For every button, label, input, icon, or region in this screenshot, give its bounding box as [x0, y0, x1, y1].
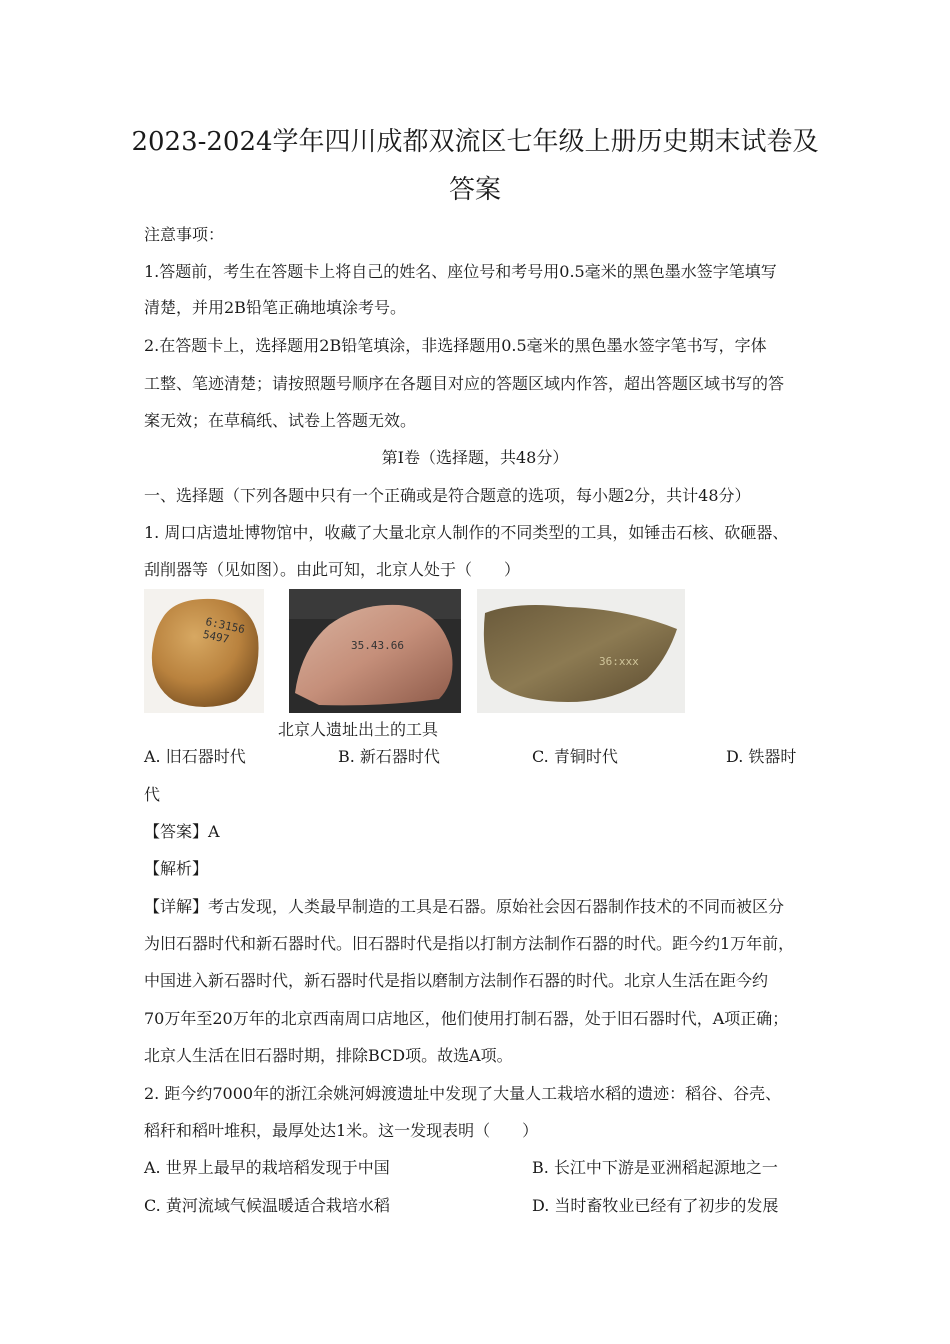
q1-detail-line: 北京人生活在旧石器时期，排除BCD项。故选A项。	[144, 1046, 513, 1065]
notice-line: 清楚，并用2B铅笔正确地填涂考号。	[144, 298, 406, 317]
q1-answer: 【答案】A	[144, 822, 220, 841]
q1-option-a: A. 旧石器时代	[144, 747, 246, 766]
q2-stem-line: 2. 距今约7000年的浙江余姚河姆渡遗址中发现了大量人工栽培水稻的遗迹：稻谷、谷壳、	[144, 1084, 782, 1103]
q1-option-d-wrap: 代	[144, 785, 161, 804]
q1-option-b: B. 新石器时代	[338, 747, 440, 766]
stone-tool-scraper-image	[477, 589, 685, 713]
q1-detail-line: 70万年至20万年的北京西南周口店地区，他们使用打制石器，处于旧石器时代，A项正确；	[144, 1009, 789, 1028]
stone-tool-hammerstone-image	[144, 589, 264, 713]
notice-line: 工整、笔迹清楚；请按照题号顺序在各题目对应的答题区域内作答，超出答题区域书写的答	[144, 374, 785, 393]
notice-line: 案无效；在草稿纸、试卷上答题无效。	[144, 411, 417, 430]
q1-option-d: D. 铁器时	[726, 747, 797, 766]
q2-stem-line: 稻秆和稻叶堆积，最厚处达1米。这一发现表明（ ）	[144, 1121, 539, 1140]
q1-detail-line: 为旧石器时代和新石器时代。旧石器时代是指以打制方法制作石器的时代。距今约1万年前，	[144, 934, 795, 953]
q2-option-c: C. 黄河流域气候温暖适合栽培水稻	[144, 1196, 390, 1215]
q1-detail-line: 中国进入新石器时代，新石器时代是指以磨制方法制作石器的时代。北京人生活在距今约	[144, 971, 769, 990]
doc-title-line1: 2023-2024学年四川成都双流区七年级上册历史期末试卷及	[131, 127, 819, 157]
stone-label: 36:xxx	[599, 655, 639, 668]
q1-analysis-label: 【解析】	[144, 859, 209, 878]
q2-option-a: A. 世界上最早的栽培稻发现于中国	[144, 1158, 390, 1177]
stone-tool-chopper-image	[289, 589, 461, 713]
doc-title-line2: 答案	[448, 175, 501, 205]
q1-option-c: C. 青铜时代	[532, 747, 618, 766]
q1-detail-line: 【详解】考古发现，人类最早制造的工具是石器。原始社会因石器制作技术的不同而被区分	[144, 897, 785, 916]
q2-option-d: D. 当时畜牧业已经有了初步的发展	[532, 1196, 779, 1215]
stone-label: 6:3156 5497	[201, 615, 247, 647]
stone-label: 35.43.66	[351, 639, 404, 652]
notice-line: 1.答题前，考生在答题卡上将自己的姓名、座位号和考号用0.5毫米的黑色墨水签字笔填写	[144, 262, 777, 281]
q1-stem-line: 1. 周口店遗址博物馆中，收藏了大量北京人制作的不同类型的工具，如锤击石核、砍砸器、	[144, 523, 789, 542]
q1-stem-line: 刮削器等（见如图）。由此可知，北京人处于（ ）	[144, 560, 521, 579]
figure-caption: 北京人遗址出土的工具	[278, 720, 439, 739]
q2-option-b: B. 长江中下游是亚洲稻起源地之一	[532, 1158, 778, 1177]
section-instruction: 一、选择题（下列各题中只有一个正确或是符合题意的选项，每小题2分，共计48分）	[144, 486, 751, 505]
notice-heading: 注意事项：	[144, 225, 225, 244]
part-title: 第Ⅰ卷（选择题，共48分）	[381, 448, 569, 467]
notice-line: 2.在答题卡上，选择题用2B铅笔填涂，非选择题用0.5毫米的黑色墨水签字笔书写，字体	[144, 336, 767, 355]
